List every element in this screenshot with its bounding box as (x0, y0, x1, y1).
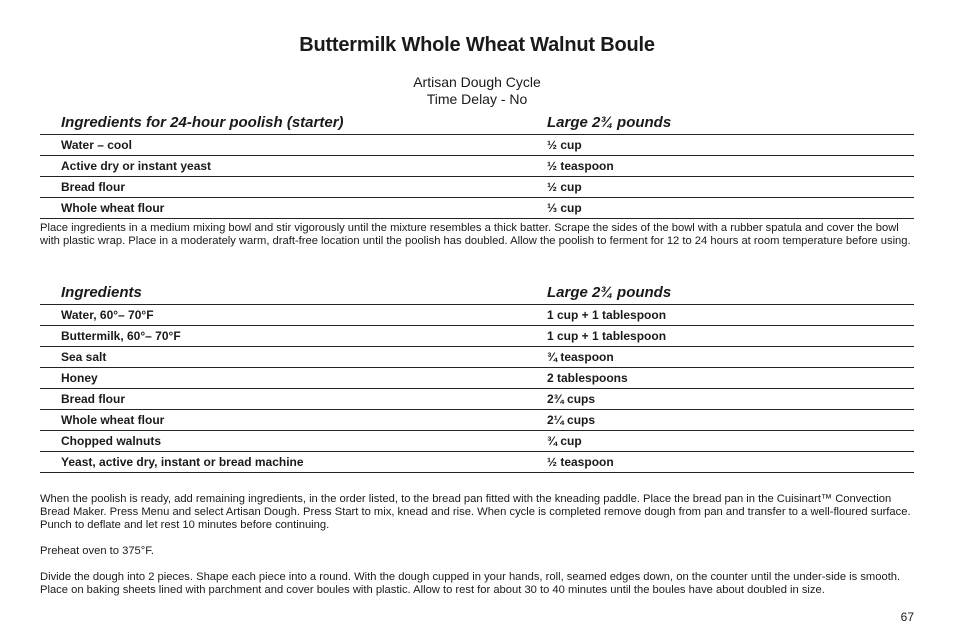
ingredient-amount: ½ teaspoon (547, 455, 614, 469)
ingredients-table (40, 284, 914, 473)
table-row (40, 305, 914, 326)
ingredient-amount: ½ cup (547, 180, 582, 194)
recipe-title: Buttermilk Whole Wheat Walnut Boule (299, 34, 655, 56)
method-preheat: Preheat oven to 375°F. (40, 545, 154, 557)
ingredients-header-size: Large 2¾ pounds (547, 284, 672, 301)
ingredient-amount: ⅓ cup (547, 201, 582, 215)
cycle-name: Artisan Dough Cycle (413, 74, 541, 90)
poolish-table (40, 114, 914, 219)
table-row (40, 410, 914, 431)
ingredient-amount: 2¼ cups (547, 413, 596, 427)
table-row (40, 156, 914, 177)
table-row (40, 135, 914, 156)
table-row (40, 431, 914, 452)
table-row (40, 452, 914, 473)
ingredient-name: Honey (61, 371, 98, 385)
poolish-instructions: Place ingredients in a medium mixing bowl and stir vigorously until the mixture resembles a thick batter. Scrape the sides of the bowl with a rubber spatula and cover the bowl with plastic wrap. Place in a moderately warm, draft-free location until the poolish has doubled. Allow the poolish to ferment for 12 to 24 hours at room temperature before using. (40, 222, 911, 247)
ingredient-name: Water, 60°– 70°F (61, 308, 154, 322)
ingredient-name: Buttermilk, 60°– 70°F (61, 329, 181, 343)
table-row (40, 368, 914, 389)
ingredient-name: Chopped walnuts (61, 434, 161, 448)
table-row (40, 177, 914, 198)
table-row (40, 326, 914, 347)
poolish-header-ingredients: Ingredients for 24-hour poolish (starter) (61, 114, 344, 131)
ingredient-amount: ½ teaspoon (547, 159, 614, 173)
ingredient-amount: 2¾ cups (547, 392, 596, 406)
ingredient-name: Sea salt (61, 350, 107, 364)
table-row (40, 347, 914, 368)
ingredient-amount: 2 tablespoons (547, 371, 628, 385)
ingredient-amount: 1 cup + 1 tablespoon (547, 329, 667, 343)
ingredient-name: Whole wheat flour (61, 201, 165, 215)
time-delay: Time Delay - No (426, 91, 528, 107)
ingredient-name: Active dry or instant yeast (61, 159, 212, 173)
poolish-header-size: Large 2¾ pounds (547, 114, 672, 131)
table-row (40, 198, 914, 219)
method-poolish-ready: When the poolish is ready, add remaining ingredients, in the order listed, to the bread pan fitted with the kneading paddle. Place the bread pan in the Cuisinart™ Convection Bread Maker. Press Menu and select Artisan Dough. Press Start to mix, knead and rise. When cycle is completed remove dough from pan and transfer to a well-floured surface. Punch to deflate and let rest 10 minutes before continuing. (40, 493, 911, 531)
ingredient-amount: ¾ cup (547, 434, 582, 448)
method-divide: Divide the dough into 2 pieces. Shape each piece into a round. With the dough cupped in your hands, roll, seamed edges down, on the counter until the under-side is smooth. Place on baking sheets lined with parchment and cover boules with plastic. Allow to rest for about 30 to 40 minutes until the boules have about doubled in size. (40, 571, 901, 596)
ingredients-table-header (40, 284, 914, 305)
ingredients-header-ingredients: Ingredients (61, 284, 142, 301)
ingredient-name: Yeast, active dry, instant or bread machine (61, 455, 304, 469)
page-number: 67 (900, 610, 914, 624)
ingredient-name: Bread flour (61, 180, 126, 194)
ingredient-amount: 1 cup + 1 tablespoon (547, 308, 667, 322)
ingredient-name: Water – cool (61, 138, 132, 152)
table-row (40, 389, 914, 410)
cycle-settings (0, 74, 954, 108)
poolish-table-header (40, 114, 914, 135)
ingredient-amount: ½ cup (547, 138, 582, 152)
ingredient-amount: ¾ teaspoon (547, 350, 614, 364)
ingredient-name: Bread flour (61, 392, 126, 406)
ingredient-name: Whole wheat flour (61, 413, 165, 427)
